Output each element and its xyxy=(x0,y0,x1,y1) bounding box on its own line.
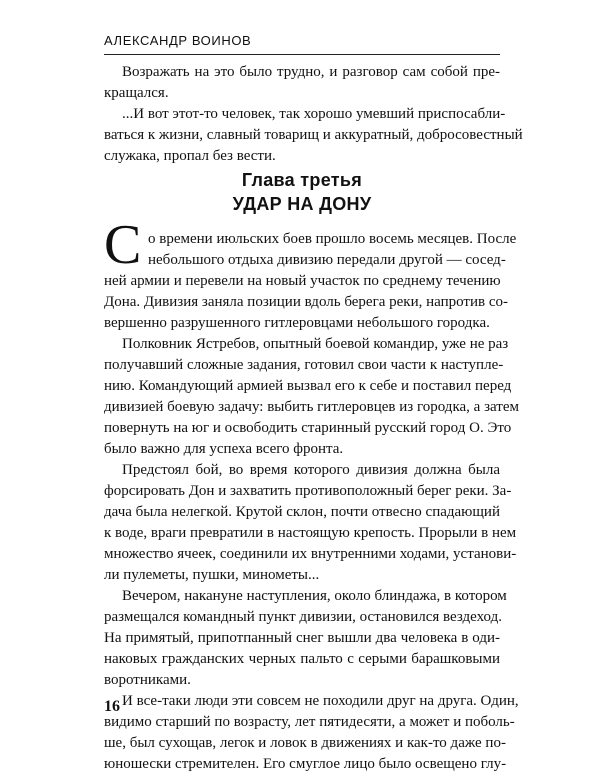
text-line: Вечером, накануне наступления, около блиндажа, в котором xyxy=(122,588,507,604)
text-line: Дона. Дивизия заняла позиции вдоль берега реки, напротив со- xyxy=(104,294,508,310)
text-line: ней армии и перевели на новый участок по среднему течению xyxy=(104,273,501,289)
text-line: кращался. xyxy=(104,85,169,101)
body-text xyxy=(104,229,519,775)
page-number: 16 xyxy=(104,698,120,715)
text-line: множество ячеек, соединили их внутренними ходами, установи- xyxy=(104,546,517,562)
drop-cap: С xyxy=(104,214,142,276)
text-line: форсировать Дон и захватить противоположный берег реки. За- xyxy=(104,483,512,499)
text-line: ше, был сухощав, легок и ловок в движениях и как-то даже по- xyxy=(104,735,506,751)
text-line: небольшого отдыха дивизию передали другой — сосед- xyxy=(148,252,506,268)
text-line: служака, пропал без вести. xyxy=(104,148,276,164)
intro-text xyxy=(104,62,523,167)
text-line: дивизией боевую задачу: выбить гитлеровцев из городка, а затем xyxy=(104,399,519,415)
text-line: размещался командный пункт дивизии, остановился вездеход. xyxy=(104,609,502,625)
text-line: вершенно разрушенного гитлеровцами небольшого городка. xyxy=(104,315,490,331)
chapter-title: УДАР НА ДОНУ xyxy=(232,194,372,214)
text-line: И все-таки люди эти совсем не походили друг на друга. Один, xyxy=(122,693,519,709)
text-line: к воде, враги превратили в настоящую крепость. Прорыли в нем xyxy=(104,525,517,541)
header-rule xyxy=(104,54,500,55)
text-line: ...И вот этот-то человек, так хорошо умевший приспосабли- xyxy=(122,106,506,122)
text-line: юношески стремителен. Его смуглое лицо было освещено глу- xyxy=(104,756,507,772)
text-line: повернуть на юг и освободить старинный русский город О. Это xyxy=(104,420,512,436)
text-line: было важно для успеха всего фронта. xyxy=(104,441,344,457)
text-line: ли пулеметы, пушки, минометы... xyxy=(104,567,320,583)
text-line: нию. Командующий армией вызвал его к себе и поставил перед xyxy=(104,378,512,394)
text-line: Полковник Ястребов, опытный боевой командир, уже не раз xyxy=(122,336,509,352)
running-header: АЛЕКСАНДР ВОИНОВ xyxy=(104,33,252,48)
text-line: Предстоял бой, во время которого дивизия должна была xyxy=(122,462,500,478)
text-line: воротниками. xyxy=(104,672,191,688)
text-line: Возражать на это было трудно, и разговор сам собой пре- xyxy=(122,64,500,80)
text-line: о времени июльских боев прошло восемь месяцев. После xyxy=(148,231,517,247)
text-line: На примятый, припотпанный снег вышли два человека в оди- xyxy=(104,630,500,646)
text-line: дача была нелегкой. Крутой склон, почти отвесно спадающий xyxy=(104,504,500,520)
text-line: ваться к жизни, славный товарищ и аккуратный, добросовестный xyxy=(104,127,523,143)
chapter-number: Глава третья xyxy=(241,170,363,190)
text-line: видимо старший по возрасту, лет пятидесяти, а может и поболь- xyxy=(104,714,515,730)
text-line: получавший сложные задания, готовил свои части к наступле- xyxy=(104,357,504,373)
text-line: наковых гражданских черных пальто с серыми барашковыми xyxy=(104,651,500,667)
